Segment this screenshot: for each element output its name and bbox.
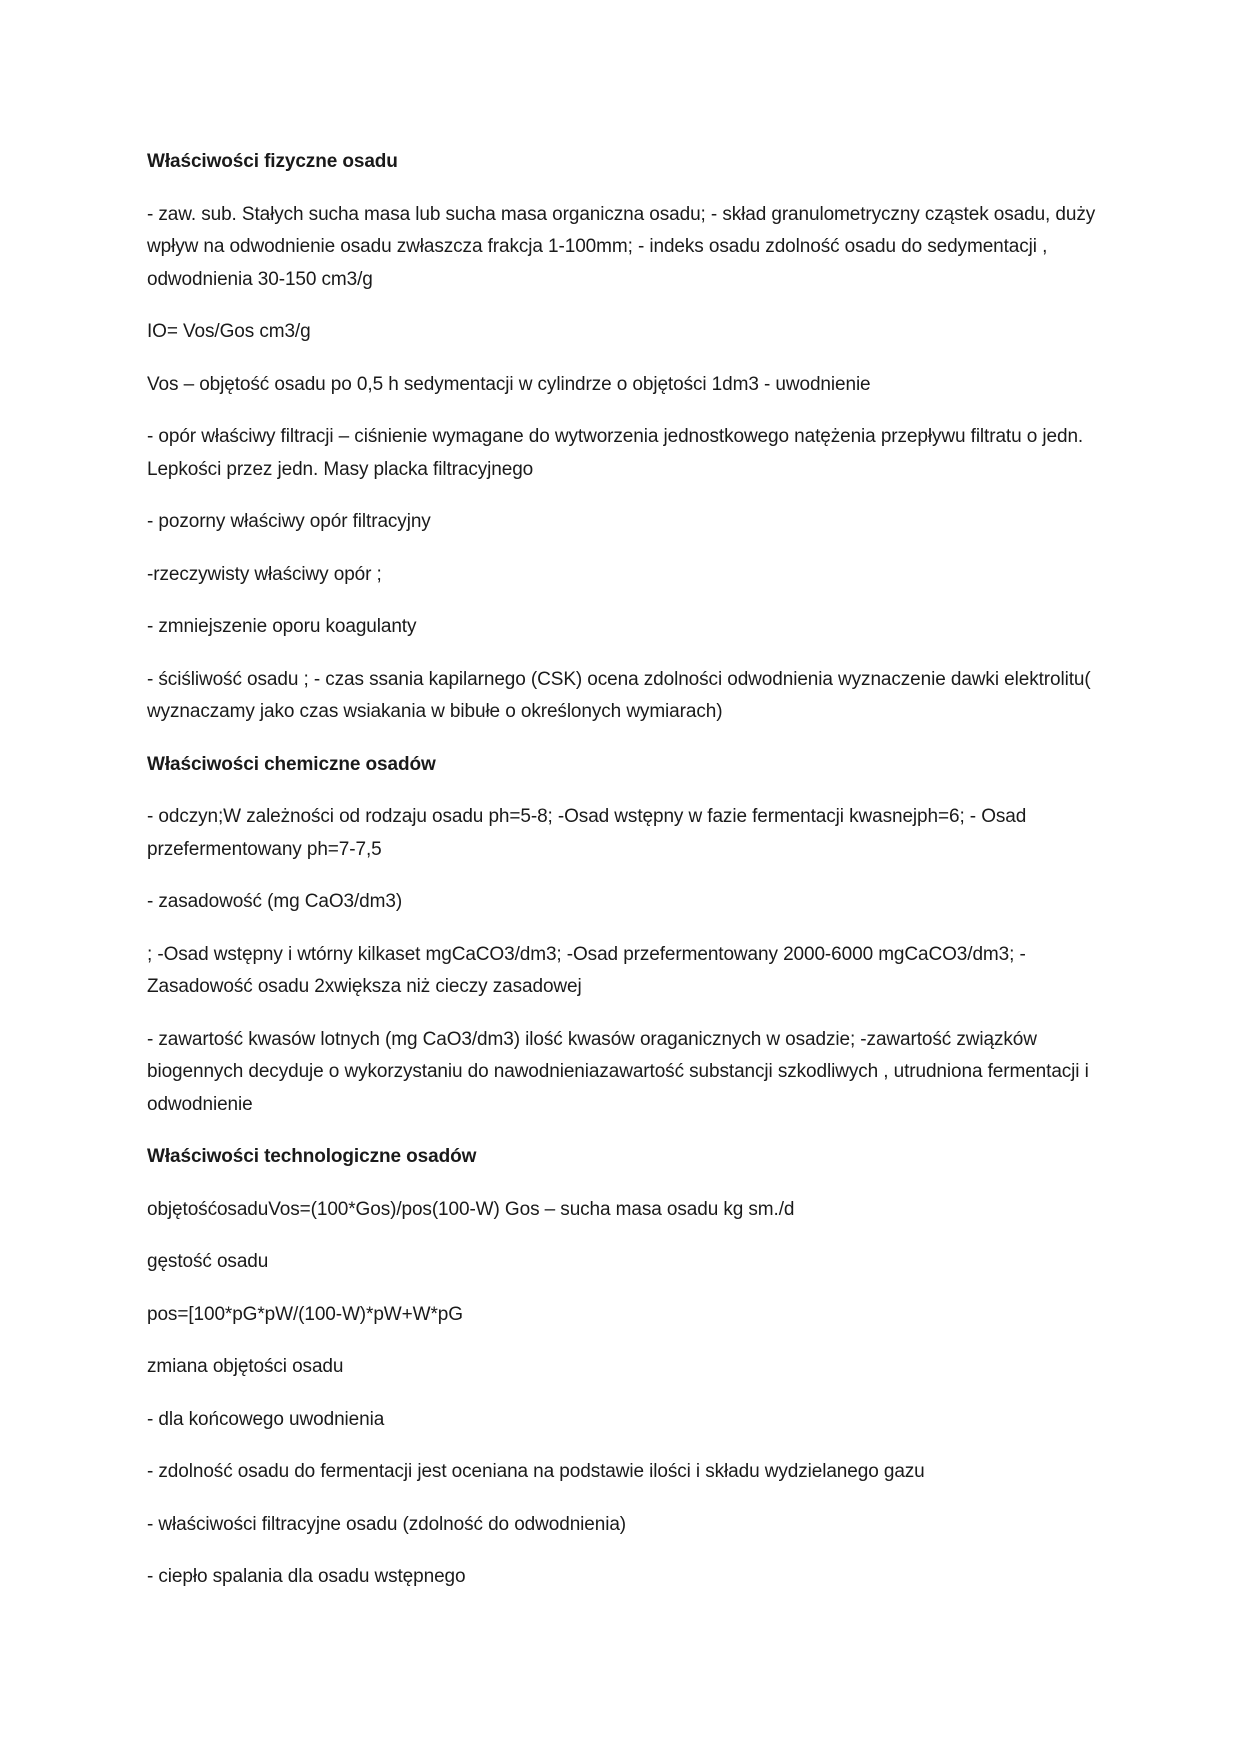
paragraph: - ściśliwość osadu ; - czas ssania kapilarnego (CSK) ocena zdolności odwodnienia wyznaczenie dawki elektrolitu( wyznaczamy jako czas wsiakania w bibułe o określonych wymiarach) (147, 668, 1091, 722)
paragraph: zmiana objętości osadu (147, 1356, 344, 1377)
paragraph: - odczyn;W zależności od rodzaju osadu ph=5-8; -Osad wstępny w fazie fermentacji kwasnejph=6; - Osad przefermentowany ph=7-7,5 (147, 806, 1027, 860)
paragraph: Vos – objętość osadu po 0,5 h sedymentacji w cylindrze o objętości 1dm3 - uwodnienie (147, 373, 871, 395)
paragraph: - zmniejszenie oporu koagulanty (147, 616, 417, 637)
paragraph: - dla końcowego uwodnienia (147, 1408, 385, 1430)
paragraph: -rzeczywisty właściwy opór ; (147, 563, 382, 585)
document-body (147, 146, 1107, 1614)
paragraph: IO= Vos/Gos cm3/g (147, 321, 311, 342)
paragraph: - zawartość kwasów lotnych (mg CaO3/dm3) ilość kwasów oraganicznych w osadzie; -zawartość związków biogennych decyduje o wykorzystaniu do nawodnieniazawartość substancji szkodliwych , utrudniona fermentacji i odwodnienie (147, 1028, 1089, 1115)
section-heading-physical: Właściwości fizyczne osadu (147, 151, 398, 172)
paragraph: - zdolność osadu do fermentacji jest oceniana na podstawie ilości i składu wydzielanego gazu (147, 1461, 925, 1482)
paragraph: - ciepło spalania dla osadu wstępnego (147, 1566, 466, 1587)
paragraph: - właściwości filtracyjne osadu (zdolność do odwodnienia) (147, 1513, 627, 1535)
paragraph: - opór właściwy filtracji – ciśnienie wymagane do wytworzenia jednostkowego natężenia przepływu filtratu o jedn. Lepkości przez jedn. Masy placka filtracyjnego (147, 426, 1084, 480)
paragraph: ; -Osad wstępny i wtórny kilkaset mgCaCO3/dm3; -Osad przefermentowany 2000-6000 mgCaCO3/dm3; -Zasadowość osadu 2xwiększa niż cieczy zasadowej (147, 943, 1026, 997)
paragraph: objętośćosaduVos=(100*Gos)/pos(100-W) Gos – sucha masa osadu kg sm./d (147, 1198, 795, 1220)
section-heading-technological: Właściwości technologiczne osadów (147, 1146, 477, 1167)
paragraph: - pozorny właściwy opór filtracyjny (147, 511, 431, 532)
paragraph: pos=[100*pG*pW/(100-W)*pW+W*pG (147, 1303, 463, 1325)
paragraph: - zaw. sub. Stałych sucha masa lub sucha masa organiczna osadu; - skład granulometryczny cząstek osadu, duży wpływ na odwodnienie osadu zwłaszcza frakcja 1-100mm; - indeks osadu zdolność osadu do sedymentacji , odwodnienia 30-150 cm3/g (147, 203, 1096, 290)
section-heading-chemical: Właściwości chemiczne osadów (147, 753, 436, 775)
paragraph: - zasadowość (mg CaO3/dm3) (147, 891, 403, 912)
paragraph: gęstość osadu (147, 1251, 269, 1272)
